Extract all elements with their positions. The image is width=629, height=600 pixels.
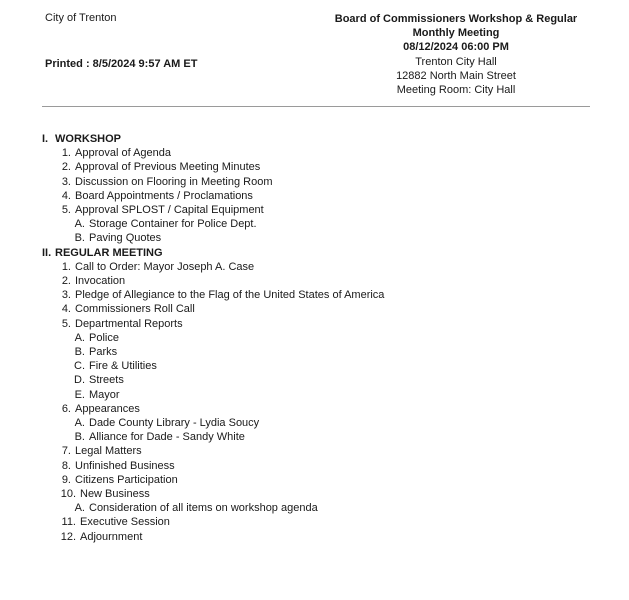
agenda-item-text: Approval of Previous Meeting Minutes	[75, 161, 261, 174]
agenda-item-text: Approval of Agenda	[75, 147, 172, 160]
agenda-item-number: 7.	[61, 445, 71, 458]
agenda-subitem-letter: B.	[74, 431, 85, 444]
agenda-item	[42, 203, 609, 217]
city-name: City of Trenton	[45, 12, 117, 24]
meeting-title-line2: Monthly Meeting	[412, 27, 500, 40]
agenda-item	[42, 160, 609, 174]
section-title: WORKSHOP	[55, 133, 121, 145]
agenda-item	[42, 444, 609, 458]
agenda-subitem-text: Paving Quotes	[89, 232, 162, 245]
agenda-item-text: New Business	[80, 488, 150, 501]
agenda-item-number: 2.	[61, 161, 71, 174]
agenda-item-number: 3.	[61, 289, 71, 302]
agenda-item	[42, 402, 609, 416]
agenda-item-text: Appearances	[75, 402, 140, 415]
agenda-item-text: Call to Order: Mayor Joseph A. Case	[75, 260, 255, 273]
agenda-item-number: 4.	[61, 303, 71, 316]
agenda-item-number: 4.	[61, 189, 71, 202]
agenda-item-text: Commissioners Roll Call	[75, 303, 195, 316]
agenda-item-text: Departmental Reports	[75, 317, 183, 330]
agenda	[42, 132, 609, 544]
agenda-subitem-text: Storage Container for Police Dept.	[89, 218, 257, 231]
agenda-subitem-text: Police	[89, 331, 119, 344]
agenda-subitem-letter: D.	[74, 374, 85, 387]
agenda-subitem-letter: A.	[74, 417, 85, 430]
meeting-datetime: 08/12/2024 06:00 PM	[403, 41, 509, 54]
agenda-item-number: 1.	[61, 147, 71, 160]
agenda-item	[42, 274, 609, 288]
section-title: REGULAR MEETING	[55, 246, 163, 259]
agenda-subitem	[42, 231, 609, 245]
agenda-item-number: 1.	[61, 260, 71, 273]
agenda-item	[42, 317, 609, 331]
agenda-item-number: 3.	[61, 175, 71, 188]
agenda-item	[42, 302, 609, 316]
agenda-subitem	[42, 359, 609, 373]
meeting-room: Meeting Room: City Hall	[396, 84, 516, 97]
agenda-subitem-letter: B.	[74, 232, 85, 245]
agenda-subitem	[42, 217, 609, 231]
agenda-subitem-letter: A.	[74, 218, 85, 231]
agenda-subitem-text: Consideration of all items on workshop agenda	[89, 502, 318, 515]
meeting-venue: Trenton City Hall	[415, 55, 497, 68]
printed-timestamp: Printed : 8/5/2024 9:57 AM ET	[45, 58, 198, 70]
agenda-subitem-text: Alliance for Dade - Sandy White	[89, 431, 245, 444]
agenda-item-number: 6.	[61, 402, 71, 415]
agenda-subitem-text: Mayor	[89, 388, 120, 401]
agenda-subitem-letter: C.	[74, 360, 85, 373]
agenda-item-number: 11.	[61, 516, 76, 529]
agenda-item	[42, 288, 609, 302]
agenda-subitem-letter: E.	[74, 388, 85, 401]
agenda-item-text: Legal Matters	[75, 445, 142, 458]
agenda-item-text: Executive Session	[80, 516, 170, 529]
agenda-item-text: Pledge of Allegiance to the Flag of the United States of America	[75, 289, 385, 302]
agenda-subitem	[42, 388, 609, 402]
meeting-header	[318, 12, 594, 97]
agenda-subitem-text: Dade County Library - Lydia Soucy	[89, 417, 260, 430]
agenda-subitem	[42, 373, 609, 387]
agenda-item	[42, 189, 609, 203]
agenda-subitem-letter: B.	[74, 346, 85, 359]
agenda-section-heading	[42, 246, 609, 260]
agenda-subitem	[42, 331, 609, 345]
section-number: II.	[42, 246, 52, 259]
agenda-item-text: Citizens Participation	[75, 473, 178, 486]
agenda-subitem-letter: A.	[74, 502, 85, 515]
header-left	[45, 12, 197, 70]
agenda-item	[42, 530, 609, 544]
section-number: I.	[42, 133, 49, 145]
agenda-subitem-text: Streets	[89, 374, 124, 387]
agenda-item-number: 2.	[61, 275, 71, 288]
meeting-address: 12882 North Main Street	[396, 69, 516, 82]
agenda-item-number: 8.	[61, 459, 71, 472]
agenda-subitem-letter: A.	[74, 331, 85, 344]
agenda-item	[42, 515, 609, 529]
agenda-item-number: 9.	[61, 473, 71, 486]
agenda-item-text: Adjournment	[80, 530, 143, 543]
agenda-item	[42, 473, 609, 487]
agenda-item	[42, 146, 609, 160]
agenda-subitem	[42, 430, 609, 444]
agenda-item-number: 5.	[61, 317, 71, 330]
agenda-item	[42, 260, 609, 274]
agenda-item-number: 5.	[61, 204, 71, 217]
agenda-subitem	[42, 345, 609, 359]
agenda-item-text: Unfinished Business	[75, 459, 175, 472]
agenda-item-text: Invocation	[75, 275, 126, 288]
agenda-subitem-text: Fire & Utilities	[89, 360, 157, 373]
meeting-title-line1: Board of Commissioners Workshop & Regular	[334, 13, 578, 25]
agenda-item	[42, 459, 609, 473]
agenda-item-text: Discussion on Flooring in Meeting Room	[75, 175, 273, 188]
agenda-item	[42, 487, 609, 501]
header-divider	[42, 106, 590, 107]
agenda-subitem-text: Parks	[89, 346, 118, 359]
agenda-item-text: Board Appointments / Proclamations	[75, 189, 253, 202]
agenda-item	[42, 175, 609, 189]
agenda-item-text: Approval SPLOST / Capital Equipment	[75, 204, 264, 217]
agenda-item-number: 12.	[60, 530, 76, 543]
agenda-subitem	[42, 416, 609, 430]
agenda-item-number: 10.	[60, 488, 76, 501]
agenda-section-heading	[42, 132, 609, 146]
agenda-subitem	[42, 501, 609, 515]
